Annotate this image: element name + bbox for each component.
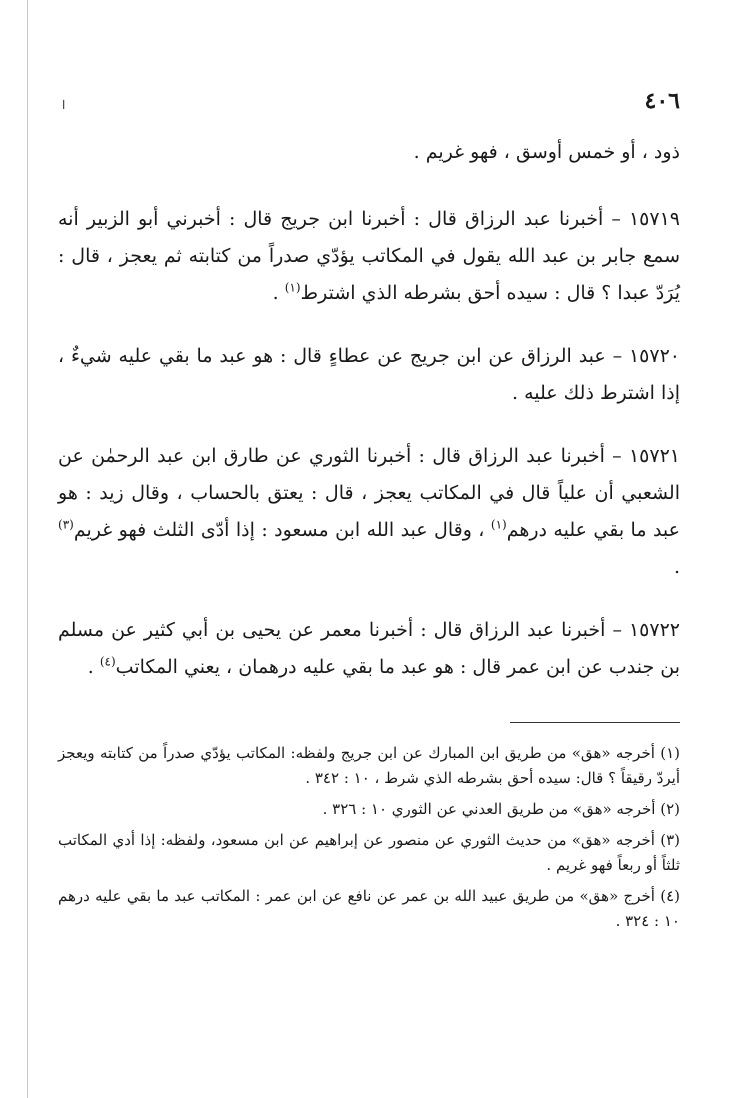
paragraph-text: ١٥٧٢٠ – عبد الرزاق عن ابن جريج عن عطاءٍ قال : هو عبد ما بقي عليه شيءٌ ، إذا اشترط ذلك عليه .	[58, 345, 680, 404]
paragraph-tail: .	[87, 656, 100, 678]
footnotes	[58, 741, 680, 934]
paragraph-text: ١٥٧٢٢ – أخبرنا عبد الرزاق قال : أخبرنا معمر عن يحيى بن أبي كثير عن مسلم بن جندب عن ابن عمر قال : هو عبد ما بقي عليه درهمان ، يعني المكاتب	[58, 619, 680, 678]
footnote-1: (١) أخرجه «هق» من طريق ابن المبارك عن ابن جريج ولفظه: المكاتب يؤدّي صدراً من كتابته ويعجز أيردّ رقيقاً ؟ قال: سيده أحق بشرطه الذي شرط ، ١٠ : ٣٤٢ .	[58, 744, 680, 787]
hadith-15722	[58, 612, 680, 686]
paragraph-tail: ، وقال عبد الله ابن مسعود : إذا أدّى الثلث فهو غريم	[73, 519, 491, 541]
footnote-2: (٢) أخرجه «هق» من طريق العدني عن الثوري ١٠ : ٣٢٦ .	[322, 800, 680, 818]
paragraph-text: ١٥٧٢١ – أخبرنا عبد الرزاق قال : أخبرنا الثوري عن طارق ابن عبد الرحمٰن عن الشعبي أن علياً قال في المكاتب يعجز ، قال : يعتق بالحساب ، وقال زيد : هو عبد ما بقي عليه درهم	[58, 445, 680, 541]
paragraph-continuation	[58, 134, 680, 171]
footnote-ref: (٣)	[58, 517, 74, 532]
page-number: ٤٠٦	[644, 88, 680, 114]
paragraph-tail: .	[673, 556, 680, 578]
footnote-divider	[510, 722, 680, 723]
paragraph-tail: .	[272, 282, 285, 304]
footnote-ref: (١)	[490, 517, 507, 532]
page-margin-line	[27, 0, 28, 1098]
paragraph-text: ١٥٧١٩ – أخبرنا عبد الرزاق قال : أخبرنا ابن جريج قال : أخبرني أبو الزبير أنه سمع جابر بن عبد الله يقول في المكاتب يؤدّي صدراً من كتابته ثم يعجز ، قال : يُرَدّ عبدا ؟ قال : سيده أحق بشرطه الذي اشترط	[58, 208, 680, 304]
footnote-4: (٤) أخرج «هق» من طريق عبيد الله بن عمر عن نافع عن ابن عمر : المكاتب عبد ما بقي عليه درهم ١٠ : ٣٢٤ .	[58, 887, 681, 930]
footnote-ref: (١)	[284, 280, 301, 295]
footnote-3: (٣) أخرجه «هق» من حديث الثوري عن منصور عن إبراهيم عن ابن مسعود، ولفظه: إذا أدي المكاتب ثلثاً أو ربعاً فهو غريم .	[58, 831, 680, 874]
margin-mark: ا	[62, 98, 66, 112]
paragraph-text: ذود ، أو خمس أوسق ، فهو غريم .	[413, 141, 680, 163]
hadith-15721	[58, 438, 680, 586]
book-page	[58, 88, 680, 940]
footnote-ref: (٤)	[99, 654, 116, 669]
hadith-15720	[58, 338, 680, 412]
hadith-15719	[58, 201, 680, 312]
